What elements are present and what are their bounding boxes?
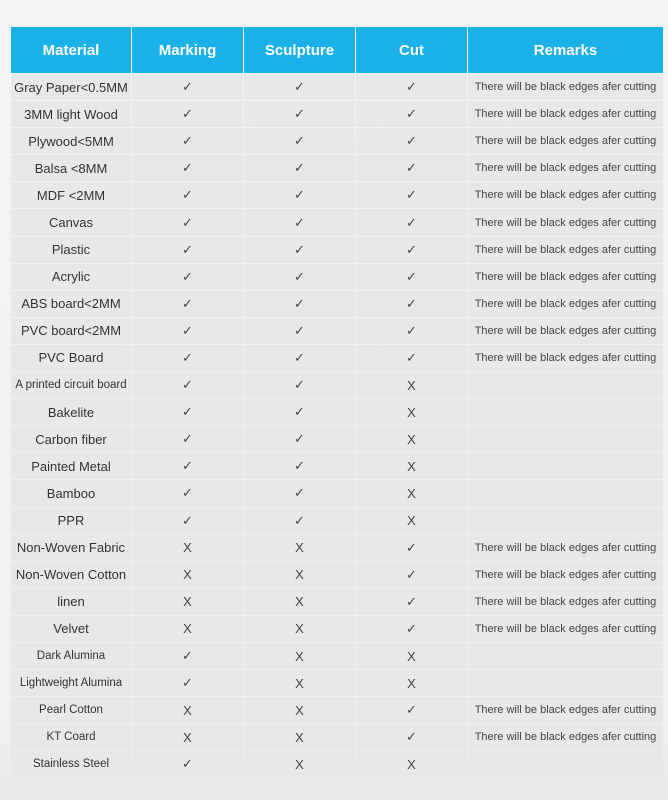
table-row: [11, 697, 663, 723]
cut-cell: ✓: [356, 697, 467, 723]
header-sculpture: Sculpture: [244, 27, 355, 73]
marking-cell: ✓: [132, 101, 243, 127]
table-row: [11, 426, 663, 452]
material-cell: Canvas: [11, 209, 131, 235]
cut-cell: ✓: [356, 182, 467, 208]
cut-cell: X: [356, 372, 467, 398]
table-row: [11, 291, 663, 317]
sculpture-cell: ✓: [244, 480, 355, 506]
material-cell: Non-Woven Cotton: [11, 562, 131, 588]
marking-cell: ✓: [132, 480, 243, 506]
marking-cell: X: [132, 697, 243, 723]
material-cell: Velvet: [11, 616, 131, 642]
table-row: [11, 155, 663, 181]
sculpture-cell: ✓: [244, 372, 355, 398]
marking-cell: ✓: [132, 209, 243, 235]
table-row: [11, 399, 663, 425]
remarks-cell: There will be black edges afer cutting: [468, 318, 663, 344]
cut-cell: ✓: [356, 264, 467, 290]
table-row: [11, 616, 663, 642]
remarks-cell: There will be black edges afer cutting: [468, 237, 663, 263]
table-row: [11, 562, 663, 588]
marking-cell: ✓: [132, 399, 243, 425]
table-row: [11, 372, 663, 398]
material-cell: Dark Alumina: [11, 643, 131, 669]
sculpture-cell: ✓: [244, 101, 355, 127]
material-cell: Acrylic: [11, 264, 131, 290]
marking-cell: ✓: [132, 670, 243, 696]
remarks-cell: [468, 480, 663, 506]
sculpture-cell: X: [244, 589, 355, 615]
material-cell: Pearl Cotton: [11, 697, 131, 723]
sculpture-cell: ✓: [244, 345, 355, 371]
material-cell: Lightweight Alumina: [11, 670, 131, 696]
marking-cell: X: [132, 589, 243, 615]
sculpture-cell: ✓: [244, 182, 355, 208]
marking-cell: ✓: [132, 751, 243, 777]
remarks-cell: [468, 453, 663, 479]
material-cell: ABS board<2MM: [11, 291, 131, 317]
sculpture-cell: X: [244, 616, 355, 642]
remarks-cell: There will be black edges afer cutting: [468, 74, 663, 100]
cut-cell: X: [356, 480, 467, 506]
material-cell: PVC board<2MM: [11, 318, 131, 344]
remarks-cell: [468, 508, 663, 534]
table-body: [11, 74, 663, 777]
header-cut: Cut: [356, 27, 467, 73]
sculpture-cell: ✓: [244, 426, 355, 452]
cut-cell: ✓: [356, 345, 467, 371]
sculpture-cell: ✓: [244, 318, 355, 344]
cut-cell: X: [356, 399, 467, 425]
marking-cell: ✓: [132, 453, 243, 479]
cut-cell: ✓: [356, 237, 467, 263]
cut-cell: X: [356, 453, 467, 479]
cut-cell: ✓: [356, 155, 467, 181]
marking-cell: ✓: [132, 372, 243, 398]
marking-cell: X: [132, 616, 243, 642]
marking-cell: X: [132, 535, 243, 561]
cut-cell: ✓: [356, 318, 467, 344]
marking-cell: ✓: [132, 182, 243, 208]
remarks-cell: [468, 751, 663, 777]
table-row: [11, 318, 663, 344]
remarks-cell: There will be black edges afer cutting: [468, 345, 663, 371]
table-row: [11, 128, 663, 154]
header-material: Material: [11, 27, 131, 73]
marking-cell: ✓: [132, 264, 243, 290]
table-row: [11, 74, 663, 100]
sculpture-cell: X: [244, 535, 355, 561]
material-cell: linen: [11, 589, 131, 615]
marking-cell: ✓: [132, 318, 243, 344]
material-cell: 3MM light Wood: [11, 101, 131, 127]
marking-cell: ✓: [132, 128, 243, 154]
table-row: [11, 237, 663, 263]
cut-cell: ✓: [356, 535, 467, 561]
cut-cell: X: [356, 751, 467, 777]
table-row: [11, 751, 663, 777]
table-row: [11, 480, 663, 506]
table-row: [11, 589, 663, 615]
marking-cell: ✓: [132, 155, 243, 181]
remarks-cell: There will be black edges afer cutting: [468, 155, 663, 181]
remarks-cell: There will be black edges afer cutting: [468, 535, 663, 561]
material-cell: Gray Paper<0.5MM: [11, 74, 131, 100]
material-cell: Painted Metal: [11, 453, 131, 479]
marking-cell: ✓: [132, 291, 243, 317]
table-row: [11, 453, 663, 479]
remarks-cell: [468, 670, 663, 696]
cut-cell: ✓: [356, 562, 467, 588]
table-row: [11, 535, 663, 561]
sculpture-cell: X: [244, 697, 355, 723]
cut-cell: X: [356, 643, 467, 669]
table-row: [11, 508, 663, 534]
cut-cell: X: [356, 508, 467, 534]
sculpture-cell: X: [244, 562, 355, 588]
remarks-cell: There will be black edges afer cutting: [468, 101, 663, 127]
marking-cell: X: [132, 562, 243, 588]
sculpture-cell: X: [244, 751, 355, 777]
material-cell: PVC Board: [11, 345, 131, 371]
sculpture-cell: ✓: [244, 74, 355, 100]
remarks-cell: [468, 372, 663, 398]
sculpture-cell: ✓: [244, 209, 355, 235]
cut-cell: ✓: [356, 101, 467, 127]
sculpture-cell: X: [244, 724, 355, 750]
sculpture-cell: X: [244, 643, 355, 669]
remarks-cell: There will be black edges afer cutting: [468, 562, 663, 588]
marking-cell: ✓: [132, 74, 243, 100]
material-cell: Balsa <8MM: [11, 155, 131, 181]
material-cell: KT Coard: [11, 724, 131, 750]
cut-cell: ✓: [356, 128, 467, 154]
remarks-cell: [468, 399, 663, 425]
table-header-row: [11, 27, 663, 73]
header-remarks: Remarks: [468, 27, 663, 73]
sculpture-cell: X: [244, 670, 355, 696]
material-cell: Non-Woven Fabric: [11, 535, 131, 561]
remarks-cell: There will be black edges afer cutting: [468, 291, 663, 317]
marking-cell: ✓: [132, 237, 243, 263]
table-row: [11, 643, 663, 669]
material-cell: A printed circuit board: [11, 372, 131, 398]
sculpture-cell: ✓: [244, 453, 355, 479]
material-cell: Stainless Steel: [11, 751, 131, 777]
cut-cell: ✓: [356, 616, 467, 642]
sculpture-cell: ✓: [244, 155, 355, 181]
marking-cell: ✓: [132, 345, 243, 371]
marking-cell: ✓: [132, 426, 243, 452]
remarks-cell: [468, 426, 663, 452]
cut-cell: ✓: [356, 724, 467, 750]
sculpture-cell: ✓: [244, 237, 355, 263]
material-compatibility-table: [10, 26, 664, 778]
cut-cell: X: [356, 426, 467, 452]
table-row: [11, 724, 663, 750]
marking-cell: ✓: [132, 508, 243, 534]
cut-cell: ✓: [356, 74, 467, 100]
sculpture-cell: ✓: [244, 264, 355, 290]
remarks-cell: There will be black edges afer cutting: [468, 589, 663, 615]
marking-cell: ✓: [132, 643, 243, 669]
material-cell: Carbon fiber: [11, 426, 131, 452]
cut-cell: X: [356, 670, 467, 696]
table-row: [11, 670, 663, 696]
table-row: [11, 101, 663, 127]
remarks-cell: There will be black edges afer cutting: [468, 128, 663, 154]
remarks-cell: There will be black edges afer cutting: [468, 697, 663, 723]
material-cell: PPR: [11, 508, 131, 534]
table-row: [11, 264, 663, 290]
material-cell: Bakelite: [11, 399, 131, 425]
table-row: [11, 182, 663, 208]
sculpture-cell: ✓: [244, 128, 355, 154]
remarks-cell: There will be black edges afer cutting: [468, 616, 663, 642]
sculpture-cell: ✓: [244, 291, 355, 317]
material-cell: Plywood<5MM: [11, 128, 131, 154]
cut-cell: ✓: [356, 209, 467, 235]
material-cell: Bamboo: [11, 480, 131, 506]
cut-cell: ✓: [356, 291, 467, 317]
cut-cell: ✓: [356, 589, 467, 615]
sculpture-cell: ✓: [244, 508, 355, 534]
remarks-cell: There will be black edges afer cutting: [468, 182, 663, 208]
material-cell: MDF <2MM: [11, 182, 131, 208]
table-row: [11, 345, 663, 371]
remarks-cell: [468, 643, 663, 669]
remarks-cell: There will be black edges afer cutting: [468, 724, 663, 750]
material-cell: Plastic: [11, 237, 131, 263]
marking-cell: X: [132, 724, 243, 750]
header-marking: Marking: [132, 27, 243, 73]
table-row: [11, 209, 663, 235]
remarks-cell: There will be black edges afer cutting: [468, 209, 663, 235]
material-table-container: [10, 26, 662, 778]
remarks-cell: There will be black edges afer cutting: [468, 264, 663, 290]
sculpture-cell: ✓: [244, 399, 355, 425]
